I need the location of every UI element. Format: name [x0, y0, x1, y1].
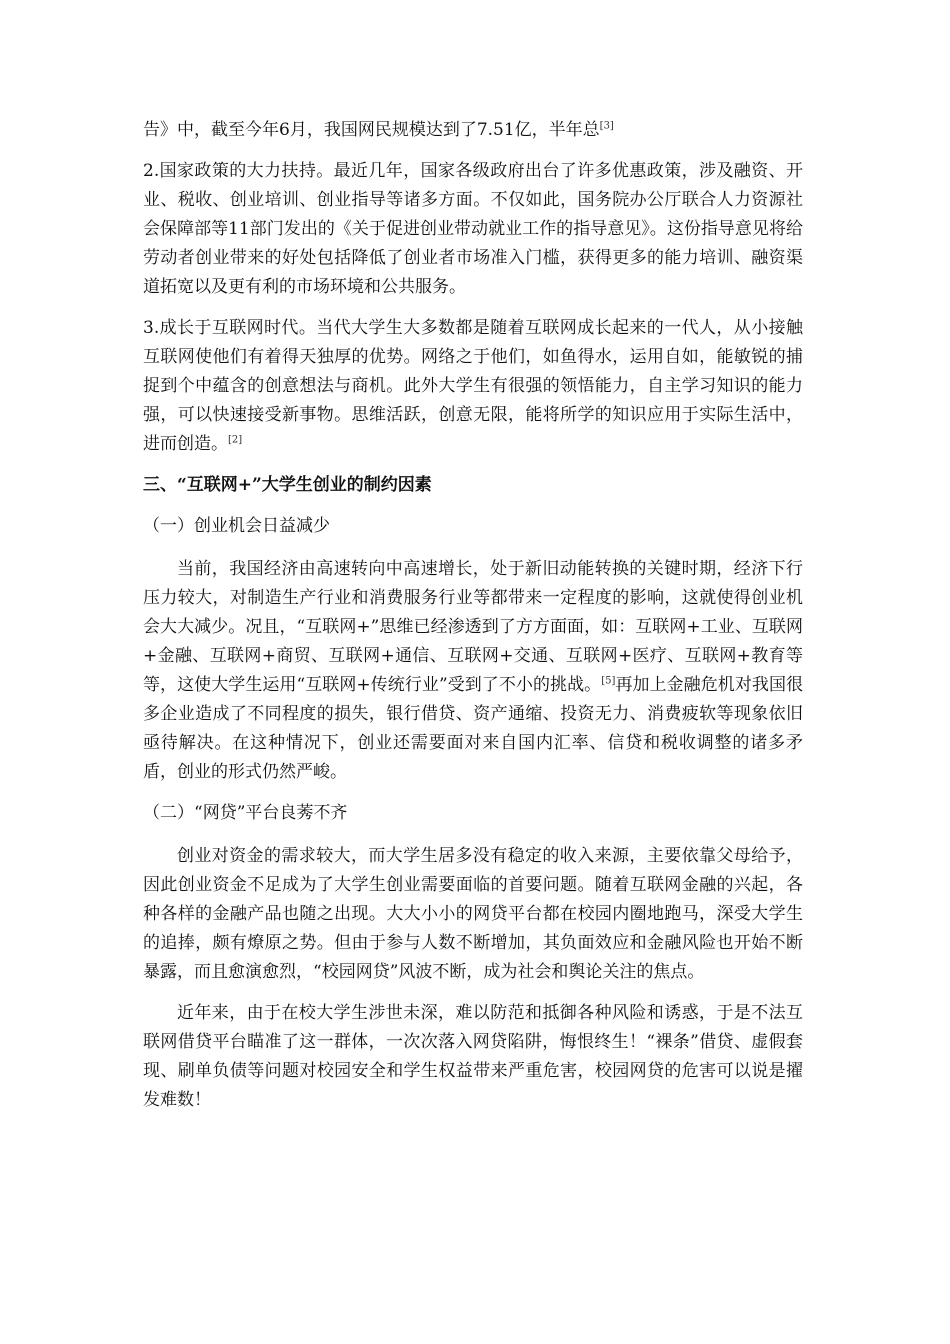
paragraph-report-continuation	[143, 116, 803, 145]
paragraph-text: 2.国家政策的大力扶持。最近几年，国家各级政府出台了许多优惠政策，涉及融资、开业、税收、创业培训、创业指导等诸多方面。不仅如此，国务院办公厅联合人力资源社会保障部等11部门发出的《关于促进创业带动就业工作的指导意见》。这份指导意见将给劳动者创业带来的好处包括降低了创业者市场准入门槛，获得更多的能力培训、融资渠道拓宽以及更有利的市场环境和公共服务。	[143, 161, 803, 297]
paragraph-fewer-opportunities	[143, 555, 803, 787]
section-heading: 三、“互联网+”大学生创业的制约因素	[143, 475, 432, 495]
paragraph-text: 创业对资金的需求较大，而大学生居多没有稳定的收入来源，主要依靠父母给予，因此创业资金不足成为了大学生创业需要面临的首要问题。随着互联网金融的兴起，各种各样的金融产品也随之出现。大大小小的网贷平台都在校园内圈地跑马，深受大学生的追捧，颇有燎原之势。但由于参与人数不断增加，其负面效应和金融风险也开始不断暴露，而且愈演愈烈，“校园网贷”风波不断，成为社会和舆论关注的焦点。	[143, 846, 803, 982]
paragraph-internet-era	[143, 314, 803, 459]
paragraph-policy-support	[143, 157, 803, 302]
paragraph-loan-risks	[143, 999, 803, 1115]
document-body	[143, 116, 803, 1127]
paragraph-text: 当前，我国经济由高速转向中高速增长，处于新旧动能转换的关键时期，经济下行压力较大，对制造生产行业和消费服务行业等都带来一定程度的影响，这就使得创业机会大大减少。况且，“互联网+”思维已经渗透到了方方面面，如：互联网+工业、互联网+金融、互联网+商贸、互联网+通信、互联网+交通、互联网+医疗、互联网+教育等等，这使大学生运用“互联网+传统行业”受到了不小的挑战。	[143, 559, 803, 695]
paragraph-text: 告》中，截至今年6月，我国网民规模达到了7.51亿，半年总	[143, 120, 600, 140]
paragraph-text: 3.成长于互联网时代。当代大学生大多数都是随着互联网成长起来的一代人，从小接触互联网使他们有着得天独厚的优势。网络之于他们，如鱼得水，运用自如，能敏锐的捕捉到个中蕴含的创意想法与商机。此外大学生有很强的领悟能力，自主学习知识的能力强，可以快速接受新事物。思维活跃，创意无限，能将所学的知识应用于实际生活中，进而创造。	[143, 318, 803, 454]
paragraph-text: 再加上金融危机对我国很多企业造成了不同程度的损失，银行借贷、资产通缩、投资无力、消费疲软等现象依旧亟待解决。在这种情况下，创业还需要面对来自国内汇率、信贷和税收调整的诸多矛盾，创业的形式仍然严峻。	[143, 675, 804, 782]
subsection-heading-2: （二）“网贷”平台良莠不齐	[143, 803, 348, 823]
subsection-heading-1: （一）创业机会日益减少	[143, 516, 330, 536]
citation-mark: [5]	[601, 675, 616, 687]
paragraph-text: 近年来，由于在校大学生涉世未深，难以防范和抵御各种风险和诱惑，于是不法互联网借贷平台瞄准了这一群体，一次次落入网贷陷阱，悔恨终生！“裸条”借贷、虚假套现、刷单负债等问题对校园安全和学生权益带来严重危害，校园网贷的危害可以说是擢发难数！	[143, 1003, 803, 1110]
citation-mark: [2]	[228, 434, 243, 446]
paragraph-funding-needs	[143, 842, 803, 987]
citation-mark: [3]	[599, 120, 614, 132]
